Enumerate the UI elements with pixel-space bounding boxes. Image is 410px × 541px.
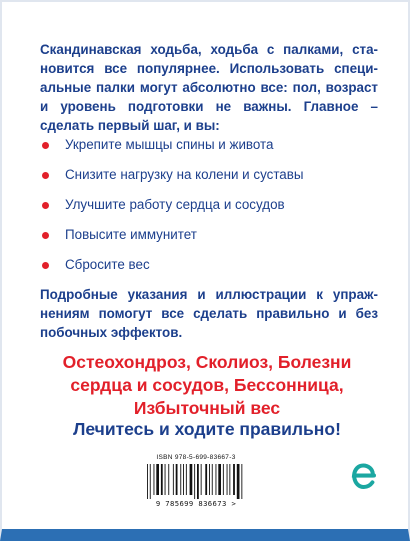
diseases-heading — [32, 351, 382, 420]
intro-paragraph: Скандинавская ходьба, ходьба с палками, становится все популярнее. Использовать специальные палки могут абсолютно все: пол, возраст и уровень подготовки не важны. Главное – сделать первый шаг, и вы: — [40, 42, 378, 133]
slogan: Лечитесь и ходите правильно! — [73, 419, 341, 439]
description-paragraph: Подробные указания и иллюстрации к упражнениям помогут все сделать правильно и без побочных эффектов. — [40, 287, 378, 340]
list-item — [40, 130, 370, 160]
isbn-label: ISBN 978-5-699-83667-3 — [156, 454, 236, 461]
publisher-logo-icon — [347, 460, 379, 492]
diseases-line: сердца и сосудов, Бессонница, — [70, 375, 344, 395]
list-item-text: Улучшите работу сердца и сосудов — [65, 197, 285, 212]
barcode-digits: 9 785699 836673 > — [155, 499, 237, 508]
list-item — [40, 160, 370, 190]
bullet-dot-icon — [42, 262, 49, 269]
barcode-icon — [145, 464, 247, 499]
bullet-dot-icon — [42, 202, 49, 209]
list-item-text: Повысите иммунитет — [65, 227, 197, 242]
diseases-line: Остеохондроз, Сколиоз, Болезни — [62, 352, 352, 372]
bullet-dot-icon — [42, 172, 49, 179]
list-item-text: Сбросите вес — [65, 257, 150, 272]
list-item-text: Снизите нагрузку на колени и суставы — [65, 167, 304, 182]
bullet-dot-icon — [42, 142, 49, 149]
list-item — [40, 220, 370, 250]
list-item-text: Укрепите мышцы спины и живота — [65, 137, 274, 152]
list-item — [40, 190, 370, 220]
list-item — [40, 250, 370, 280]
bullet-dot-icon — [42, 232, 49, 239]
isbn-barcode-block — [137, 454, 255, 508]
benefits-list — [40, 130, 370, 280]
diseases-line: Избыточный вес — [133, 398, 281, 418]
